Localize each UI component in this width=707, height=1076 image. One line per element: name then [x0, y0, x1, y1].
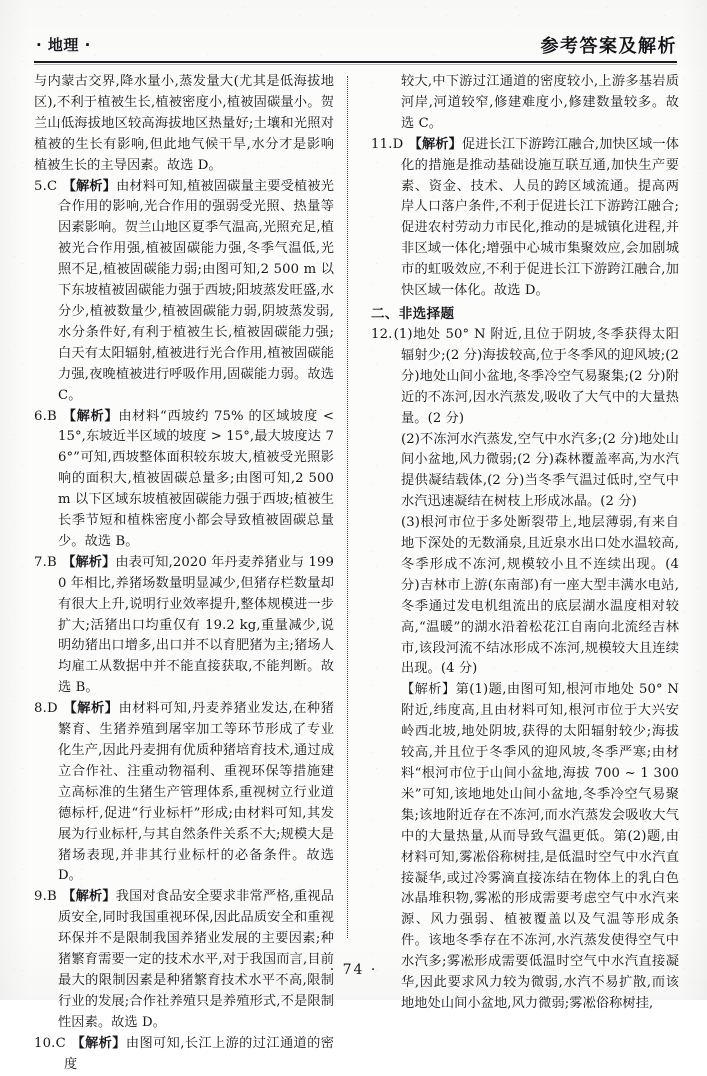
answer-entry-9 [34, 887, 334, 1033]
section-heading-non-multiple-choice: 二、非选择题 [371, 305, 455, 322]
answer-entry-7-number: 7.B [34, 554, 57, 570]
answer-entry-8-body: 由材料可知,丹麦养猪业发达,在种猪繁育、生猪养殖到屠宰加工等环节形成了专业化生产,因此丹麦拥有优质种猪培育技术,通过成立合作社、注重动物福利、重视环保等措施建立高标准的生猪生产管理体系,重视树立行业道德标杆,促进“行业标杆”形成;由材料可知,其发展为行业标杆,与其自然条件关系不大;规模大是猪场表现,并非其行业标杆的必备条件。故选 D。 [58, 701, 334, 884]
subject-label: · 地理 · [36, 36, 91, 54]
answer-entry-7-body: 由表可知,2020 年丹麦养猪业与 1990 年相比,养猪场数量明显减少,但猪存栏数量却有很大上升,说明行业效率提升,整体规模进一步扩大;活猪出口均重仅有 19.2 kg,重量减少,说明幼猪出口增多,出口并不以育肥猪为主;猪场人均雇工从数据中并不能直接获取,不能判断。故选 B。 [58, 554, 334, 696]
answer-entry-10-body: 由图可知,长江上游的过江通道的密度 [64, 1035, 335, 1072]
answer-entry-10-number: 10.C [34, 1035, 66, 1051]
answer-entry-6 [34, 407, 334, 553]
document-title: 参考答案及解析 [540, 36, 677, 57]
answer-entry-11-number: 11.D [371, 136, 404, 152]
answer-entry-12-part1: (1)地处 50° N 附近,且位于阴坡,冬季获得太阳辐射少;(2 分)海拔较高,位于冬季风的迎风坡;(2 分)地处山间小盆地,冬季冷空气易聚集;(2 分)附近的不冻河,因水汽蒸发,吸收了大气中的大量热量。(2 分) [393, 326, 679, 426]
answer-entry-11 [371, 135, 679, 302]
page-header [34, 34, 677, 64]
answer-entry-9-body: 我国对食品安全要求非常严格,重视品质安全,同时我国重视环保,因此品质安全和重视环保并不是限制我国养猪业发展的主要因素;种猪繁育需要一定的技术水平,对于我国而言,目前最大的限制因素是种猪繁育技术水平不高,限制行业的发展;合作社养殖只是养殖形式,不是限制性因素。故选 D。 [58, 889, 335, 1030]
analysis-tag: 【解析】 [62, 408, 119, 424]
answer-entry-8 [34, 699, 334, 887]
analysis-tag: 【解析】 [71, 1035, 126, 1051]
answer-entry-5-number: 5.C [34, 178, 58, 194]
answer-entry-12-analysis: 【解析】第(1)题,由图可知,根河市地处 50° N 附近,纬度高,且由材料可知,根河市位于大兴安岭西北坡,地处阴坡,获得的太阳辐射较少;海拔较高,并且位于冬季风的迎风坡,冬季严寒;由材料“根河市位于山间小盆地,海拔 700 ~ 1 300 米”可知,该地地处山间小盆地,冬季冷空气易聚集;该地附近存在不冻河,而水汽蒸发会吸收大气中的大量热量,从而导致气温更低。第(2)题,由材料可知,雾凇俗称树挂,是低温时空气中水汽直接凝华,或过冷雾滴直接冻结在物体上的乳白色冰晶堆积物,雾凇的形成需要考虑空气中水汽来源、风力强弱、植被覆盖以及气温等形成条件。该地冬季存在不冻河,水汽蒸发使得空气中水汽多;雾凇形成需要低温时空气中水汽直接凝华,因此要求风力较为微弱,水汽不易扩散,而该地地处山间小盆地,风力微弱;雾凇俗称树挂, [401, 682, 679, 1011]
analysis-tag: 【解析】 [408, 136, 462, 152]
answer-entry-5-text [34, 177, 335, 407]
answer-entry-12 [371, 325, 679, 430]
answer-entry-8-number: 8.D [34, 701, 58, 717]
answer-entry-12-part3: (3)根河市位于多处断裂带上,地层薄弱,有来自地下深处的无数涌泉,且近泉水出口处水温较高,冬季形成不冻河,规模较小且不连续出现。(4 分)吉林市上游(东南部)有一座大型丰满水电站,冬季通过发电机组流出的底层湖水温度相对较高,“温暖”的湖水沿着松花江自南向北流经吉林市,该段河流不结冰形成不冻河,规模较大且连续出现。(4 分) [401, 515, 679, 677]
answer-entry-12-text [371, 325, 679, 430]
analysis-tag: 【解析】 [62, 554, 116, 570]
answer-entry-9-text [34, 887, 335, 1033]
page-number: · 74 · [329, 962, 378, 978]
answer-entry-12-part2: (2)不冻河水汽蒸发,空气中水汽多;(2 分)地处山间小盆地,风力微弱;(2 分)森林覆盖率高,为水汽提供凝结载体,(2 分)当冬季气温过低时,空气中水汽迅速凝结在树枝上形成冰晶。(2 分) [401, 431, 679, 510]
header-divider-rule [34, 61, 677, 63]
answer-entry-11-body: 促进长江下游跨江融合,加快区域一体化的措施是推动基础设施互联互通,加快生产要素、资金、技术、人员的跨区域流通。提高两岸人口落户条件,不利于促进长江下游跨江融合;促进农村劳动力市民化,推动的是城镇化进程,并非区域一体化;增强中心城市集聚效应,会加剧城市的虹吸效应,不利于促进长江下游跨江融合,加快区域一体化。故选 D。 [401, 136, 680, 299]
answer-entry-10-text [34, 1034, 335, 1076]
analysis-tag: 【解析】 [63, 701, 119, 717]
answer-entry-5-body: 由材料可知,植被固碳量主要受植被光合作用的影响,光合作用的强弱受光照、热量等因素影响。贺兰山地区夏季气温高,光照充足,植被光合作用强,植被固碳能力强,冬季气温低,光照不足,植被固碳能力弱;由图可知,2 500 m 以下东坡植被固碳能力强于西坡;阳坡蒸发旺盛,水分少,植被数量少,植被固碳能力弱,阴坡蒸发弱,水分条件好,有利于植被生长,植被固碳能力强;白天有太阳辐射,植被进行光合作用,植被固碳能力强,夜晚植被进行呼吸作用,固碳能力弱。故选 C。 [58, 178, 335, 403]
right-column [371, 72, 680, 1011]
answer-entry-6-body: 由材料“西坡约 75% 的区域坡度 < 15°,东坡近半区域的坡度 > 15°,最大坡度达 76°”可知,西坡整体面积较东坡大,植被受光照影响的面积大,植被固碳总量多;由图可知,2 500 m 以下区域东坡植被固碳能力强于西坡;植被生长季节短和植株密度小都会导致植被固碳总量少。故选 B。 [58, 408, 335, 549]
answer-entry-6-number: 6.B [34, 408, 57, 424]
answer-entry-10 [34, 1034, 334, 1076]
answer-entry-9-number: 9.B [34, 889, 57, 905]
answer-entry-6-text [34, 407, 335, 553]
analysis-tag: 【解析】 [62, 889, 116, 905]
answer-entry-7 [34, 553, 334, 699]
column-divider [347, 76, 348, 938]
answer-entry-8-text [34, 699, 334, 887]
continuation-paragraph: 与内蒙古交界,降水量小,蒸发量大(尤其是低海拔地区),不利于植被生长,植被密度小,植被固碳量小。贺兰山低海拔地区较高海拔地区热量好;土壤和光照对植被的生长有影响,但此地气候干旱,水分才是影响植被生长的主导因素。故选 D。 [34, 74, 334, 173]
analysis-tag: 【解析】 [62, 178, 117, 194]
left-column [34, 72, 335, 1072]
answer-entry-7-text [34, 553, 334, 699]
continuation-paragraph: 较大,中下游过江通道的密度较小,上游多基岩质河岸,河道较窄,修建难度小,修建数量较多。故选 C。 [401, 74, 679, 131]
answer-entry-12-number: 12. [371, 326, 393, 342]
answer-entry-11-text [371, 135, 680, 302]
answer-entry-5 [34, 177, 334, 407]
